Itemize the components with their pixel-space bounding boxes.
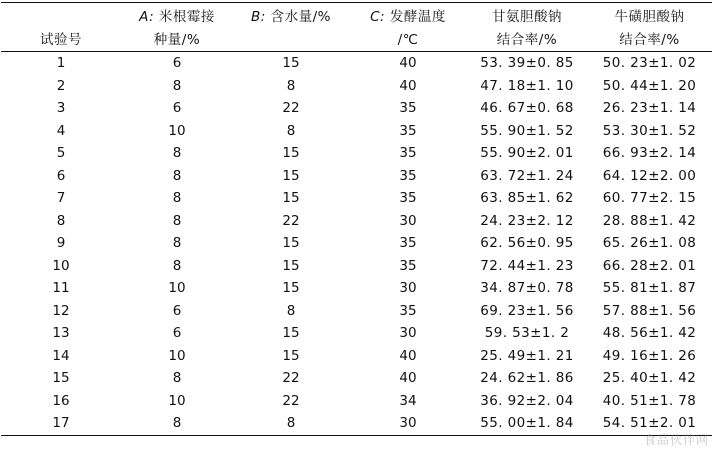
taurocholate-binding-cell: 25. 40±1. 42	[602, 370, 697, 387]
factor-c-cell: 35	[399, 190, 417, 207]
trial-number-cell: 7	[56, 190, 66, 207]
table-row	[1, 390, 712, 413]
trial-number-cell: 9	[56, 235, 66, 252]
taurocholate-binding-cell: 26. 23±1. 14	[602, 100, 697, 117]
header-trial-number: 试验号	[1, 28, 121, 52]
header-glycocholate-top: 甘氨胆酸钠	[467, 3, 587, 29]
header-row-top	[1, 3, 712, 29]
results-table	[1, 2, 712, 436]
table-row	[1, 255, 712, 278]
trial-number-cell: 3	[56, 100, 66, 117]
factor-c-cell: 30	[399, 212, 417, 229]
table-row	[1, 120, 712, 143]
trial-number-cell: 6	[56, 167, 66, 184]
trial-number-cell: 4	[56, 122, 66, 139]
trial-number-cell: 17	[1, 412, 121, 435]
taurocholate-binding-cell: 66. 93±2. 14	[602, 145, 697, 162]
factor-a-cell: 6	[172, 325, 182, 342]
glycocholate-binding-cell: 24. 23±2. 12	[480, 212, 574, 229]
factor-c-cell: 40	[399, 370, 417, 387]
trial-number-cell: 14	[52, 347, 70, 364]
header-factor-a-top: A: 米根霉接	[121, 3, 233, 29]
taurocholate-binding-cell: 53. 30±1. 52	[602, 122, 697, 139]
factor-a-cell: 8	[121, 412, 233, 435]
factor-b-cell: 15	[282, 190, 300, 207]
taurocholate-binding-cell: 28. 88±1. 42	[602, 212, 697, 229]
factor-c-cell: 35	[399, 235, 417, 252]
factor-c-cell: 34	[399, 392, 417, 409]
glycocholate-binding-cell: 63. 72±1. 24	[480, 167, 574, 184]
trial-number-cell: 5	[56, 145, 66, 162]
table-row	[1, 277, 712, 300]
factor-a-cell: 6	[172, 302, 182, 319]
trial-number-cell: 1	[56, 55, 66, 72]
factor-c-cell: 40	[399, 77, 417, 94]
trial-number-cell: 2	[56, 77, 66, 94]
header-factor-a-bottom: 种量/%	[121, 28, 233, 52]
factor-a-cell: 8	[172, 190, 182, 207]
taurocholate-binding-cell: 40. 51±1. 78	[602, 392, 697, 409]
table-row	[1, 52, 712, 75]
factor-a-cell: 10	[168, 347, 186, 364]
factor-b-cell: 15	[282, 347, 300, 364]
trial-number-cell: 13	[52, 325, 70, 342]
factor-b-cell: 22	[282, 100, 300, 117]
factor-c-cell: 30	[399, 325, 417, 342]
factor-a-cell: 8	[172, 77, 182, 94]
table-row	[1, 345, 712, 368]
trial-number-cell: 16	[52, 392, 70, 409]
trial-number-cell: 12	[52, 302, 70, 319]
table-row	[1, 412, 712, 435]
taurocholate-binding-cell: 65. 26±1. 08	[602, 235, 697, 252]
header-taurocholate-bottom: 结合率/%	[587, 28, 712, 52]
glycocholate-binding-cell: 63. 85±1. 62	[480, 190, 574, 207]
header-factor-b-spacer	[233, 28, 349, 52]
taurocholate-binding-cell: 55. 81±1. 87	[602, 280, 697, 297]
factor-b-cell: 15	[282, 167, 300, 184]
glycocholate-binding-cell: 62. 56±0. 95	[480, 235, 574, 252]
table-row	[1, 187, 712, 210]
table-row	[1, 300, 712, 323]
factor-a-cell: 6	[172, 55, 182, 72]
header-taurocholate-top: 牛磺胆酸钠	[587, 3, 712, 29]
factor-c-cell: 40	[399, 55, 417, 72]
glycocholate-binding-cell: 59. 53±1. 2	[484, 325, 570, 342]
factor-b-cell: 15	[282, 145, 300, 162]
taurocholate-binding-cell: 57. 88±1. 56	[602, 302, 697, 319]
header-glycocholate-bottom: 结合率/%	[467, 28, 587, 52]
table-header	[1, 3, 712, 52]
table-row	[1, 165, 712, 188]
glycocholate-binding-cell: 46. 67±0. 68	[480, 100, 574, 117]
factor-b-cell: 8	[233, 412, 349, 435]
factor-a-cell: 6	[172, 100, 182, 117]
taurocholate-binding-cell: 60. 77±2. 15	[602, 190, 697, 207]
table-body	[1, 52, 712, 436]
taurocholate-binding-cell: 54. 51±2. 01	[587, 412, 712, 435]
header-row-bottom	[1, 28, 712, 52]
table-row	[1, 322, 712, 345]
trial-number-cell: 10	[52, 257, 70, 274]
glycocholate-binding-cell: 69. 23±1. 56	[480, 302, 574, 319]
watermark: 食品伙伴网	[643, 433, 709, 447]
table-row	[1, 97, 712, 120]
factor-a-cell: 8	[172, 212, 182, 229]
factor-b-cell: 8	[286, 302, 296, 319]
factor-c-cell: 35	[399, 302, 417, 319]
glycocholate-binding-cell: 24. 62±1. 86	[480, 370, 574, 387]
table-row	[1, 367, 712, 390]
glycocholate-binding-cell: 55. 90±1. 52	[480, 122, 574, 139]
factor-a-cell: 10	[168, 280, 186, 297]
factor-a-cell: 10	[168, 392, 186, 409]
table-row	[1, 232, 712, 255]
factor-c-cell: 35	[399, 100, 417, 117]
taurocholate-binding-cell: 49. 16±1. 26	[602, 347, 697, 364]
header-trial-spacer	[1, 3, 121, 29]
factor-a-cell: 10	[168, 122, 186, 139]
taurocholate-binding-cell: 64. 12±2. 00	[602, 167, 697, 184]
factor-c-cell: 35	[399, 167, 417, 184]
header-factor-b: B: 含水量/%	[233, 3, 349, 29]
trial-number-cell: 8	[56, 212, 66, 229]
factor-c-cell: 35	[399, 122, 417, 139]
factor-b-cell: 15	[282, 280, 300, 297]
factor-b-cell: 15	[282, 235, 300, 252]
factor-b-cell: 15	[282, 257, 300, 274]
table-row	[1, 142, 712, 165]
glycocholate-binding-cell: 25. 49±1. 21	[480, 347, 574, 364]
glycocholate-binding-cell: 36. 92±2. 04	[480, 392, 574, 409]
glycocholate-binding-cell: 53. 39±0. 85	[480, 55, 574, 72]
factor-a-cell: 8	[172, 145, 182, 162]
factor-c-cell: 30	[399, 280, 417, 297]
factor-a-cell: 8	[172, 257, 182, 274]
factor-b-cell: 22	[282, 392, 300, 409]
factor-b-cell: 8	[286, 122, 296, 139]
trial-number-cell: 15	[52, 370, 70, 387]
factor-b-cell: 22	[282, 370, 300, 387]
glycocholate-binding-cell: 72. 44±1. 23	[480, 257, 574, 274]
header-factor-c-top: C: 发酵温度	[349, 3, 467, 29]
factor-b-cell: 8	[286, 77, 296, 94]
factor-c-cell: 35	[399, 145, 417, 162]
glycocholate-binding-cell: 47. 18±1. 10	[480, 77, 574, 94]
table-row	[1, 210, 712, 233]
taurocholate-binding-cell: 50. 23±1. 02	[602, 55, 697, 72]
factor-a-cell: 8	[172, 370, 182, 387]
header-factor-c-bottom: /℃	[349, 28, 467, 52]
factor-b-cell: 22	[282, 212, 300, 229]
glycocholate-binding-cell: 34. 87±0. 78	[480, 280, 574, 297]
glycocholate-binding-cell: 55. 90±2. 01	[480, 145, 574, 162]
taurocholate-binding-cell: 66. 28±2. 01	[602, 257, 697, 274]
glycocholate-binding-cell: 55. 00±1. 84	[467, 412, 587, 435]
factor-a-cell: 8	[172, 235, 182, 252]
table-row	[1, 75, 712, 98]
taurocholate-binding-cell: 50. 44±1. 20	[602, 77, 697, 94]
factor-b-cell: 15	[282, 55, 300, 72]
factor-c-cell: 35	[399, 257, 417, 274]
factor-c-cell: 40	[399, 347, 417, 364]
factor-a-cell: 8	[172, 167, 182, 184]
trial-number-cell: 11	[52, 280, 70, 297]
factor-b-cell: 15	[282, 325, 300, 342]
factor-c-cell: 30	[349, 412, 467, 435]
taurocholate-binding-cell: 48. 56±1. 42	[602, 325, 697, 342]
